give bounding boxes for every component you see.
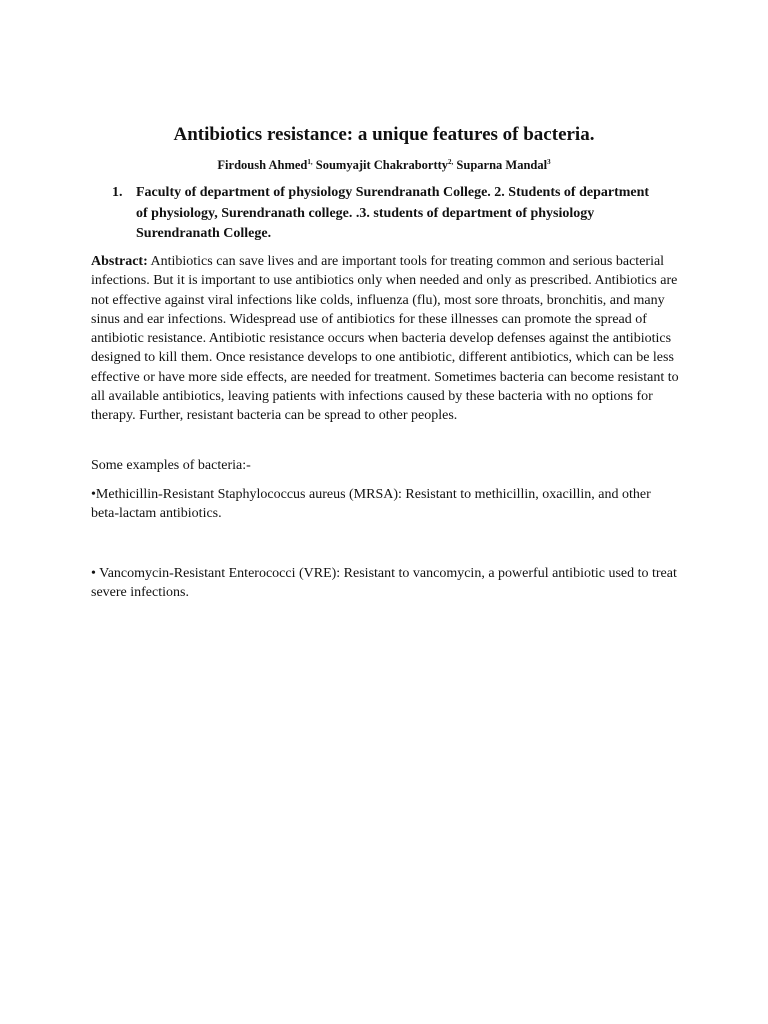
author-superscript: 1, [307,158,313,166]
affiliation-item [112,183,652,245]
example-item: •Methicillin-Resistant Staphylococcus aureus (MRSA): Resistant to methicillin, oxacillin, and other beta-lactam antibiotics. [91,487,651,522]
example-item: • Vancomycin-Resistant Enterococci (VRE): Resistant to vancomycin, a powerful antibiotic used to treat severe infections. [91,566,677,601]
abstract-label: Abstract: [91,254,148,269]
examples-heading: Some examples of bacteria:- [91,458,251,473]
author-list [0,156,768,174]
affiliation-text: Faculty of department of physiology Surendranath College. 2. Students of department of physiology, Surendranath college. .3. students of department of physiology Surendranath College. [136,185,650,241]
author-name: Firdoush Ahmed [217,158,308,172]
author-name: Suparna Mandal [456,158,548,172]
paper-title: Antibiotics resistance: a unique features of bacteria. [173,124,595,145]
author-superscript: 3 [547,158,551,166]
abstract-paragraph [91,252,681,426]
affiliation-number: 1. [112,185,123,200]
author-superscript: 2, [448,158,454,166]
author-name: Soumyajit Chakrabortty [315,158,449,172]
abstract-text: Antibiotics can save lives and are important tools for treating common and serious bacterial infections. But it is important to use antibiotics only when needed and only as prescribed. Antibiotics are not effective against viral infections like colds, influenza (flu), most sore throats, bronchitis, and many sinus and ear infections. Widespread use of antibiotics for these illnesses can promote the spread of antibiotic resistance. Antibiotic resistance occurs when bacteria develop defenses against the antibiotics designed to kill them. Once resistance develops to one antibiotic, different antibiotics, which can be less effective or have more side effects, are needed for treatment. Sometimes bacteria can become resistant to all available antibiotics, leaving patients with infections caused by these bacteria with no options for therapy. Further, resistant bacteria can be spread to other peoples. [91,254,679,424]
